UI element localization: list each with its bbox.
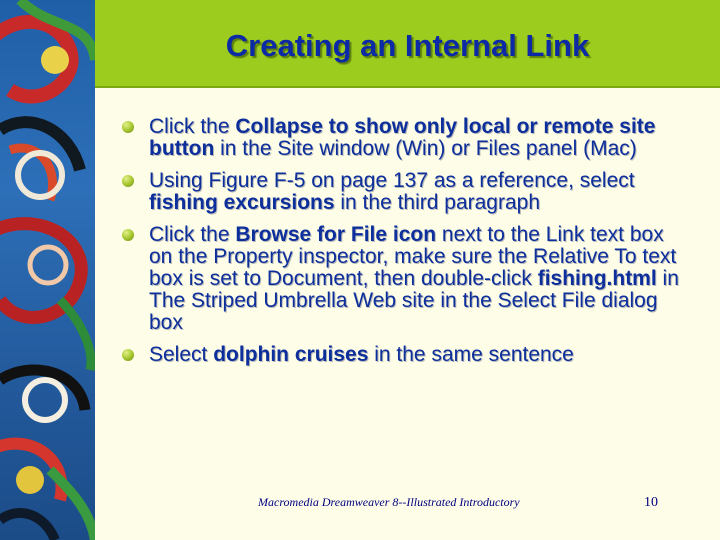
bullet-text-normal: in the Site window (Win) or Files panel (Mac): [214, 137, 637, 160]
bullet-text-normal: in the same sentence: [368, 343, 574, 366]
bullet-dot-icon: [122, 229, 134, 241]
bullet-text-bold: Collapse to show only local or remote site button: [149, 115, 656, 160]
abstract-painting-graphic: [0, 0, 95, 540]
title-bar: [95, 0, 720, 88]
bullet-list: [122, 116, 692, 376]
bullet-text-bold: Browse for File icon: [235, 223, 437, 246]
bullet-text-normal: next to the Link text box on the Property inspector, make sure the Relative To text box is set to Document, then double-click: [149, 223, 677, 290]
page-number: 10: [644, 495, 658, 510]
bullet-text-normal: Click the: [149, 223, 236, 246]
decorative-art-strip: [0, 0, 95, 540]
bullet-dot-icon: [122, 349, 134, 361]
bullet-item: [122, 116, 692, 160]
bullet-text-bold: fishing excursions: [149, 191, 335, 214]
bullet-item: [122, 224, 692, 334]
slide-title: Creating an Internal Link: [225, 28, 590, 63]
bullet-dot-icon: [122, 175, 134, 187]
bullet-text-normal: Using Figure F-5 on page 137 as a reference, select: [149, 169, 635, 192]
bullet-text-normal: Select: [149, 343, 214, 366]
bullet-text-normal: Click the: [149, 115, 236, 138]
bullet-text-bold: dolphin cruises: [213, 343, 369, 366]
bullet-item: [122, 170, 692, 214]
bullet-dot-icon: [122, 121, 134, 133]
bullet-text-normal: in the third paragraph: [334, 191, 541, 214]
bullet-text-normal: in The Striped Umbrella Web site in the Select File dialog box: [149, 267, 679, 334]
bullet-item: [122, 344, 692, 366]
footer-text: Macromedia Dreamweaver 8--Illustrated Introductory: [258, 495, 520, 509]
bullet-text-bold: fishing.html: [537, 267, 657, 290]
